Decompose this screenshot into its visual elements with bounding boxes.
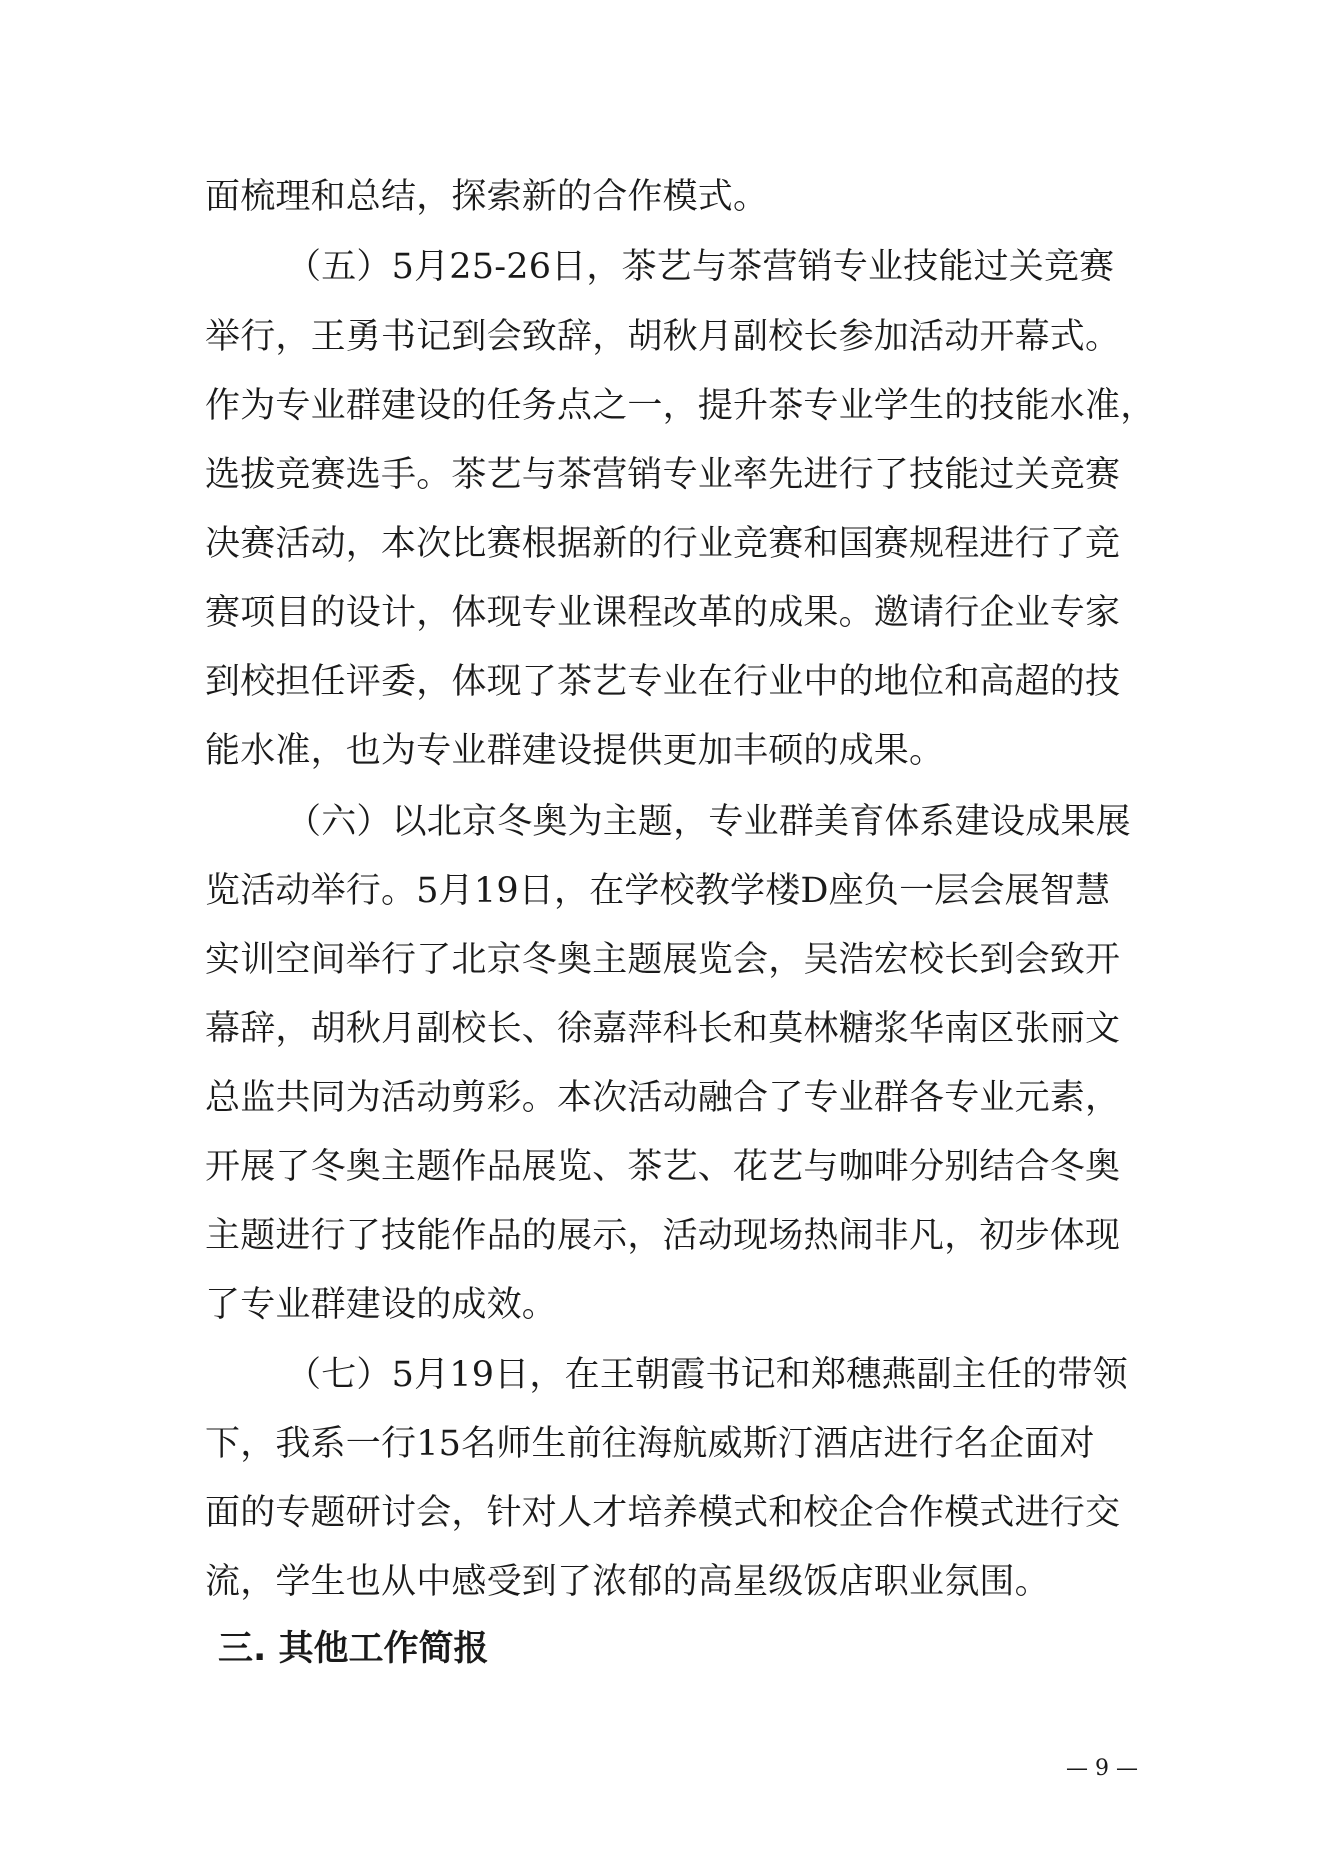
body-line: 总监共同为活动剪彩。本次活动融合了专业群各专业元素， — [205, 1078, 1121, 1118]
body-line: 面梳理和总结，探索新的合作模式。 — [205, 177, 769, 217]
body-line: 幕辞，胡秋月副校长、徐嘉萍科长和莫林糖浆华南区张丽文 — [205, 1009, 1121, 1049]
body-line: 到校担任评委，体现了茶艺专业在行业中的地位和高超的技 — [205, 662, 1121, 702]
page-number: — 9 — — [1066, 1756, 1138, 1781]
body-line: 览活动举行。5月19日，在学校教学楼D座负一层会展智慧 — [205, 871, 1111, 911]
body-line: 流，学生也从中感受到了浓郁的高星级饭店职业氛围。 — [205, 1562, 1050, 1602]
body-line: 面的专题研讨会，针对人才培养模式和校企合作模式进行交 — [205, 1493, 1121, 1533]
body-line: 开展了冬奥主题作品展览、茶艺、花艺与咖啡分别结合冬奥 — [205, 1147, 1121, 1187]
body-line: 选拔竞赛选手。茶艺与茶营销专业率先进行了技能过关竞赛 — [205, 455, 1121, 495]
section-heading: 三. 其他工作简报 — [218, 1629, 489, 1669]
body-line: 赛项目的设计，体现专业课程改革的成果。邀请行企业专家 — [205, 593, 1121, 633]
body-line: 举行，王勇书记到会致辞，胡秋月副校长参加活动开幕式。 — [205, 317, 1121, 357]
body-line: 能水准，也为专业群建设提供更加丰硕的成果。 — [205, 731, 945, 771]
body-line: 实训空间举行了北京冬奥主题展览会，吴浩宏校长到会致开 — [205, 940, 1121, 980]
body-line: 下，我系一行15名师生前往海航威斯汀酒店进行名企面对 — [205, 1424, 1095, 1464]
body-line: （五）5月25-26日，茶艺与茶营销专业技能过关竞赛 — [286, 247, 1115, 287]
body-line: 主题进行了技能作品的展示，活动现场热闹非凡，初步体现 — [205, 1216, 1121, 1256]
body-line: 作为专业群建设的任务点之一，提升茶专业学生的技能水准， — [205, 386, 1156, 426]
body-line: （七）5月19日，在王朝霞书记和郑穗燕副主任的带领 — [286, 1355, 1128, 1395]
body-line: （六）以北京冬奥为主题，专业群美育体系建设成果展 — [286, 802, 1131, 842]
body-line: 决赛活动，本次比赛根据新的行业竞赛和国赛规程进行了竞 — [205, 524, 1121, 564]
body-line: 了专业群建设的成效。 — [205, 1285, 558, 1325]
